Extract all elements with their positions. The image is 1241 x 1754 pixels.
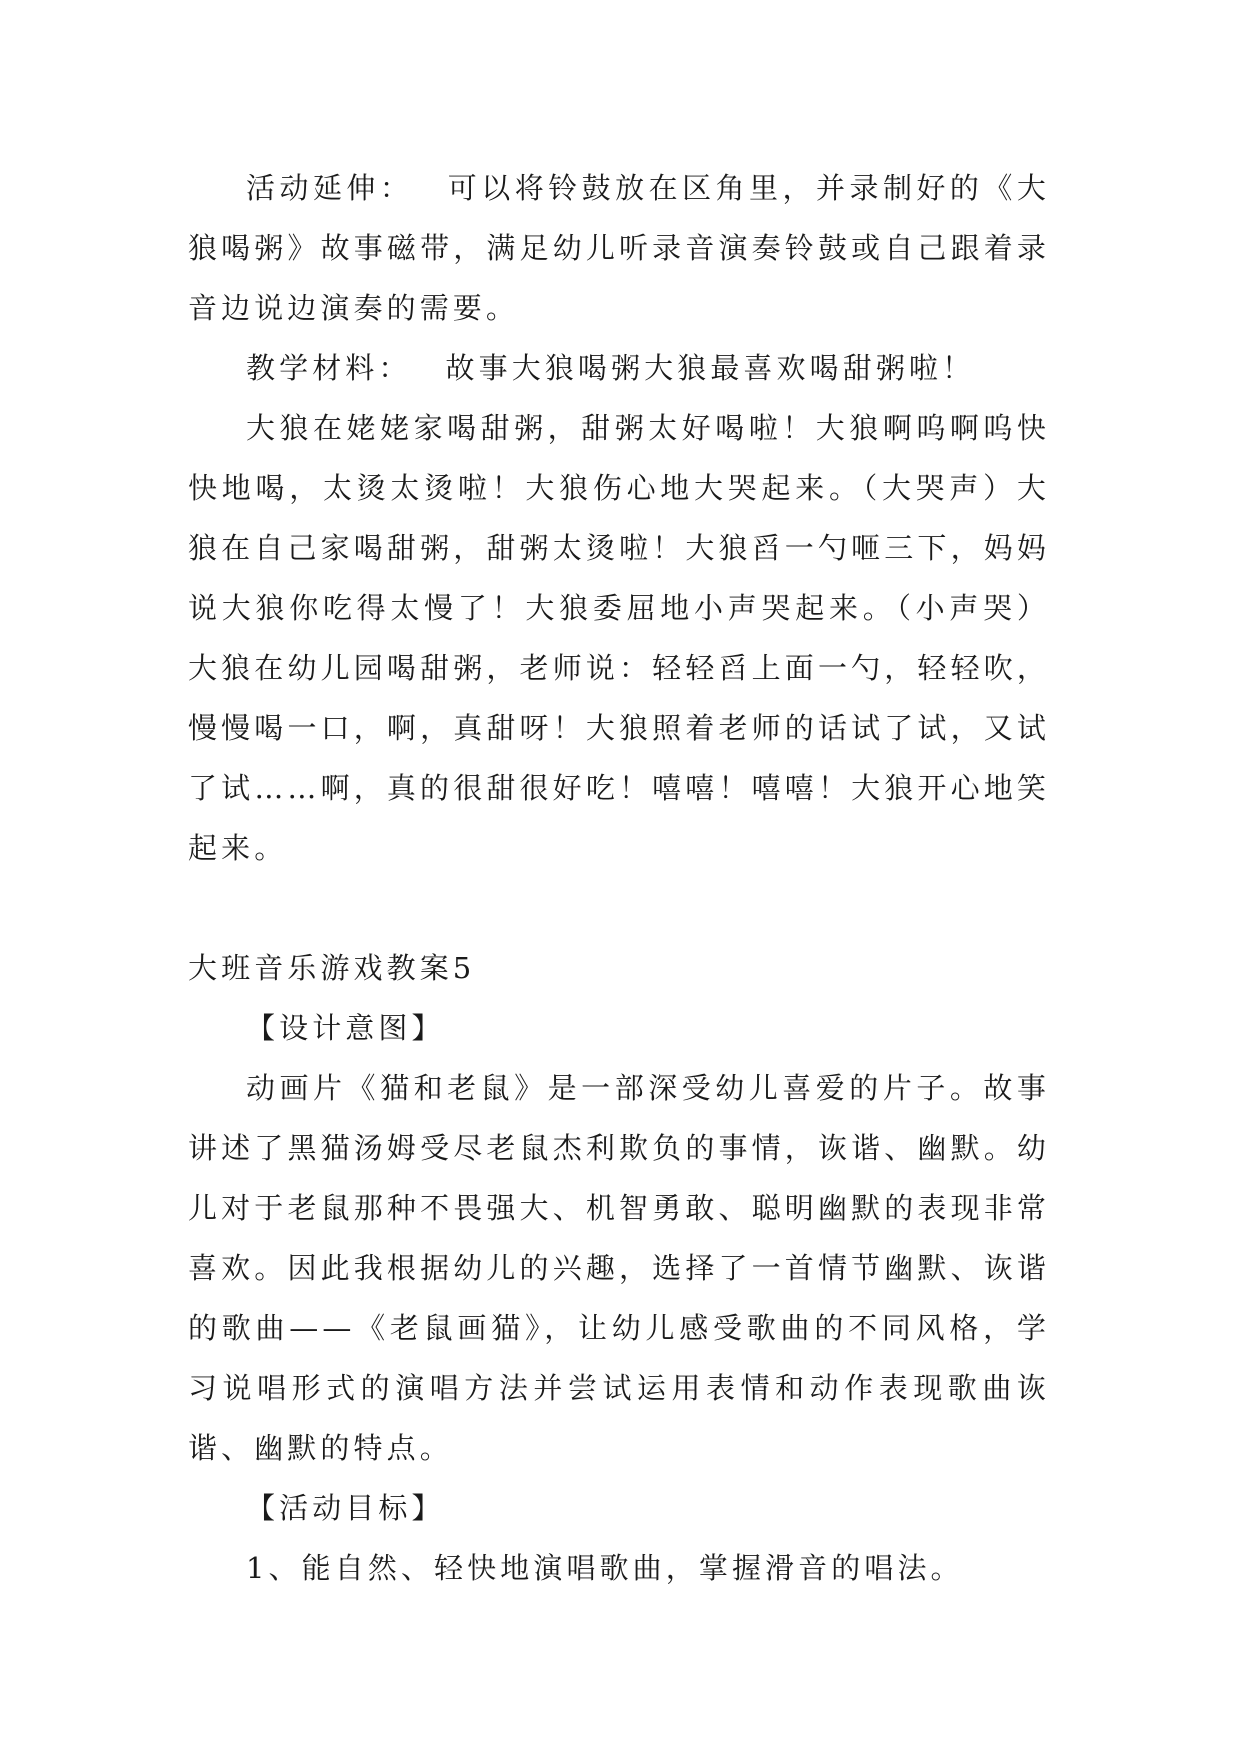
material-text: 故事大狼喝粥大狼最喜欢喝甜粥啦！ — [445, 351, 976, 385]
material-label: 教学材料： — [246, 351, 412, 385]
design-paragraph: 动画片《猫和老鼠》是一部深受幼儿喜爱的片子。故事讲述了黑猫汤姆受尽老鼠杰利欺负的事情，诙谐、幽默。幼儿对于老鼠那种不畏强大、机智勇敢、聪明幽默的表现非常喜欢。因此我根据幼儿的兴趣，选择了一首情节幽默、诙谐的歌曲——《老鼠画猫》，让幼儿感受歌曲的不同风格，学习说唱形式的演唱方法并尝试运用表情和动作表现歌曲诙谐、幽默的特点。 — [188, 1071, 1050, 1465]
design-heading: 【设计意图】 — [246, 1011, 445, 1045]
goal-item-1: 1、能自然、轻快地演唱歌曲，掌握滑音的唱法。 — [246, 1551, 964, 1585]
extension-paragraph — [188, 158, 1050, 338]
extension-label: 活动延伸： — [246, 171, 414, 205]
section-title: 大班音乐游戏教案5 — [188, 951, 476, 985]
goals-heading: 【活动目标】 — [246, 1491, 445, 1525]
extension-text: 可以将铃鼓放在区角里，并录制好的《大狼喝粥》故事磁带，满足幼儿听录音演奏铃鼓或自己跟着录音边说边演奏的需要。 — [188, 171, 1050, 325]
material-paragraph — [188, 338, 1050, 398]
document-body — [188, 158, 1050, 1598]
story-paragraph: 大狼在姥姥家喝甜粥，甜粥太好喝啦！大狼啊呜啊呜快快地喝，太烫太烫啦！大狼伤心地大哭起来。（大哭声）大狼在自己家喝甜粥，甜粥太烫啦！大狼舀一勺咂三下，妈妈说大狼你吃得太慢了！大狼委屈地小声哭起来。（小声哭）大狼在幼儿园喝甜粥，老师说：轻轻舀上面一勺，轻轻吹，慢慢喝一口，啊，真甜呀！大狼照着老师的话试了试，又试了试……啊，真的很甜很好吃！嘻嘻！嘻嘻！大狼开心地笑起来。 — [188, 411, 1050, 865]
